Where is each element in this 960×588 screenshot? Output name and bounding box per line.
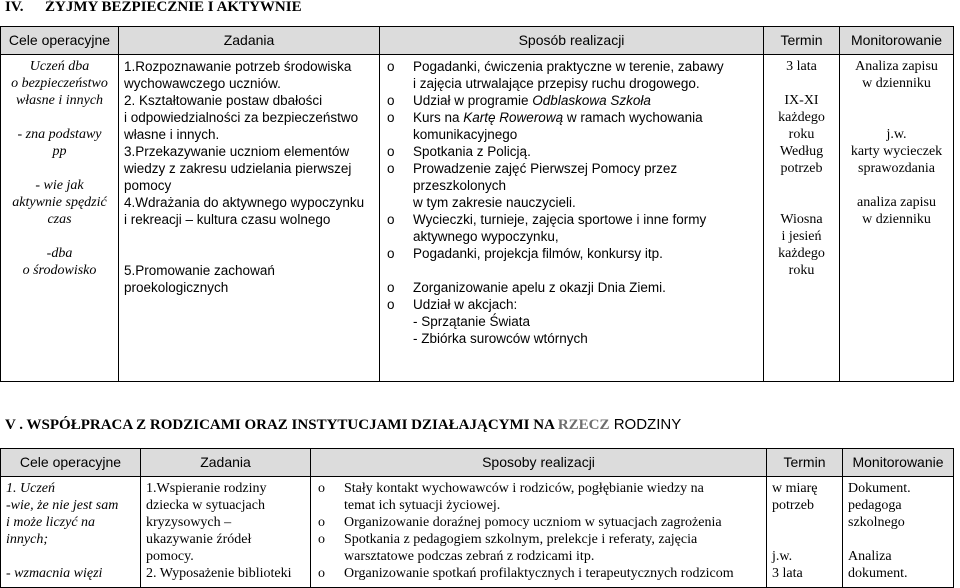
bullet-icon: o bbox=[387, 110, 395, 125]
bullet-icon: o bbox=[318, 566, 325, 581]
goal-line: Uczeń dba bbox=[29, 59, 90, 74]
bullet-icon: o bbox=[387, 93, 395, 108]
task-line: 5.Promowanie zachowań bbox=[124, 263, 275, 278]
header-monitoring: Monitorowanie bbox=[843, 449, 954, 477]
task-line: ukazywanie źródeł bbox=[146, 532, 252, 547]
bullet-icon: o bbox=[387, 144, 395, 159]
bullet-icon: o bbox=[387, 280, 395, 295]
header-term: Termin bbox=[764, 27, 840, 55]
bullet-icon: o bbox=[318, 532, 325, 547]
bullet-icon: o bbox=[318, 481, 325, 496]
list-item: o Wycieczki, turnieje, zajęcia sportowe i inne formy bbox=[387, 212, 707, 227]
goal-line: -dba bbox=[46, 246, 73, 261]
tasks-cell bbox=[141, 477, 311, 588]
task-line: 3.Przekazywanie uczniom elementów bbox=[124, 144, 350, 159]
term-line: Wiosna bbox=[780, 212, 823, 227]
methods-cell: o Stały kontakt wychowawców i rodziców, pogłębianie wiedzy na temat ich sytuacji życiowej. o Organizowanie doraźnej pomocy uczniom w sytuacjach zagrożenia o Spotkania z pedagogiem szkolnym, prelekcje i referaty, zajęcia warsztatowe podczas zebrań z rodzicami itp. o Organizowanie spotkań profilaktycznych i terapeutycznych rodzicom bbox=[311, 477, 767, 588]
bullet-icon: o bbox=[387, 59, 395, 74]
goal-line: i może liczyć na bbox=[6, 515, 96, 530]
table-header-row bbox=[1, 449, 954, 477]
list-item: o Udział w programie Odblaskowa Szkoła bbox=[387, 93, 651, 108]
table-section-v bbox=[0, 448, 954, 588]
bullet-icon: o bbox=[387, 161, 395, 176]
goal-line: - wzmacnia więzi bbox=[6, 566, 103, 581]
task-line: 2. Wyposażenie biblioteki bbox=[146, 566, 292, 581]
monitoring-line: analiza zapisu bbox=[857, 195, 936, 210]
section-iv-title: ŻYJMY BEZPIECZNIE I AKTYWNIE bbox=[45, 0, 302, 15]
goal-line: - zna podstawy bbox=[17, 127, 102, 142]
term-line: każdego bbox=[778, 110, 825, 125]
table-section-iv bbox=[0, 26, 954, 382]
list-item: o Pogadanki, projekcja filmów, konkursy itp. bbox=[387, 246, 663, 261]
goal-line: aktywnie spędzić bbox=[12, 195, 107, 210]
section-iv-number: IV. bbox=[5, 0, 24, 15]
section-v-title-word: RODZINY bbox=[609, 416, 682, 433]
tasks-cell bbox=[119, 55, 380, 382]
term-cell bbox=[767, 477, 843, 588]
task-line: 1.Wspieranie rodziny bbox=[146, 481, 267, 496]
list-item: o Zorganizowanie apelu z okazji Dnia Ziemi. bbox=[387, 280, 666, 295]
task-line: 4.Wdrażania do aktywnego wypoczynku bbox=[124, 195, 365, 210]
monitoring-line: Analiza bbox=[848, 549, 892, 564]
term-line: Według bbox=[779, 144, 824, 159]
monitoring-line: w dzienniku bbox=[862, 212, 931, 227]
term-line: roku bbox=[788, 127, 815, 142]
goal-line: własne i innych bbox=[15, 93, 104, 108]
list-item: o Pogadanki, ćwiczenia praktyczne w terenie, zabawy bbox=[387, 59, 724, 74]
goal-line: 1. Uczeń bbox=[6, 481, 55, 496]
term-line: 3 lata bbox=[786, 59, 817, 74]
header-goals: Cele operacyjne bbox=[1, 449, 141, 477]
header-methods: Sposób realizacji bbox=[380, 27, 764, 55]
section-iv-heading bbox=[5, 0, 302, 16]
section-v-heading bbox=[5, 416, 681, 434]
table-row bbox=[1, 55, 954, 382]
goals-cell bbox=[1, 477, 141, 588]
task-line: kryzysowych – bbox=[146, 515, 232, 530]
task-line: dziecka w sytuacjach bbox=[146, 498, 265, 513]
goals-cell bbox=[1, 55, 119, 382]
goal-line: -wie, że nie jest sam bbox=[6, 498, 119, 513]
term-line: j.w. bbox=[772, 549, 793, 564]
header-term: Termin bbox=[767, 449, 843, 477]
term-line: potrzeb bbox=[772, 498, 814, 513]
bullet-icon: o bbox=[387, 246, 395, 261]
task-line: wiedzy z zakresu udzielania pierwszej bbox=[124, 161, 352, 176]
monitoring-line: j.w. bbox=[886, 127, 907, 142]
task-line: własne i innych. bbox=[124, 127, 220, 142]
goal-line: o bezpieczeństwo bbox=[11, 76, 108, 91]
list-item: o Udział w akcjach: bbox=[387, 297, 518, 312]
table-header-row bbox=[1, 27, 954, 55]
monitoring-line: dokument. bbox=[848, 566, 908, 581]
term-line: i jesień bbox=[781, 229, 822, 244]
section-v-title-word: RZECZ bbox=[557, 417, 610, 433]
bullet-icon: o bbox=[387, 212, 395, 227]
table-row bbox=[1, 477, 954, 588]
task-line: pomocy. bbox=[146, 549, 194, 564]
goal-line: o środowisko bbox=[22, 263, 97, 278]
term-line: IX-XI bbox=[784, 93, 819, 108]
header-tasks: Zadania bbox=[119, 27, 380, 55]
monitoring-line: pedagoga bbox=[848, 498, 902, 513]
term-line: każdego bbox=[778, 246, 825, 261]
term-cell bbox=[764, 55, 840, 382]
monitoring-line: w dzienniku bbox=[862, 76, 931, 91]
monitoring-line: karty wycieczek bbox=[850, 144, 943, 159]
goal-line: pp bbox=[52, 144, 67, 159]
term-line: roku bbox=[788, 263, 815, 278]
list-item: o Stały kontakt wychowawców i rodziców, pogłębianie wiedzy na bbox=[318, 481, 704, 496]
monitoring-line: Dokument. bbox=[848, 481, 911, 496]
task-line: i odpowiedzialności za bezpieczeństwo bbox=[124, 110, 359, 125]
list-item: o Kurs na Kartę Rowerową w ramach wychowania bbox=[387, 110, 703, 125]
bullet-icon: o bbox=[318, 515, 325, 530]
term-line: potrzeb bbox=[780, 161, 823, 176]
monitoring-line: Analiza zapisu bbox=[855, 59, 938, 74]
term-line: 3 lata bbox=[772, 566, 803, 581]
header-monitoring: Monitorowanie bbox=[840, 27, 954, 55]
section-v-title: V . WSPÓŁPRACA Z RODZICAMI ORAZ INSTYTUCJAMI DZIAŁAJĄCYMI NA bbox=[5, 417, 558, 433]
list-item: o Organizowanie spotkań profilaktycznych i terapeutycznych rodzicom bbox=[318, 566, 734, 581]
monitoring-cell bbox=[840, 55, 954, 382]
monitoring-line: sprawozdania bbox=[858, 161, 935, 176]
term-line: w miarę bbox=[772, 481, 818, 496]
methods-cell: o Pogadanki, ćwiczenia praktyczne w terenie, zabawy i zajęcia utrwalające przepisy ruchu drogowego. o Udział w programie Odblaskowa Szkoła o Kurs na Kartę Rowerową w ramach wychowania komunikacyjnego o Spotkania z Policją. o Prowadzenie zajęć Pierwszej Pomocy przez przeszkolonych w tym zakresie nauczycieli. o Wycieczki, turnieje, zajęcia sportowe i inne formy aktywnego wypoczynku, o Pogadanki, projekcja filmów, konkursy itp. o Zorganizowanie apelu z okazji Dnia Ziemi. o Udział w akcjach: - Sprzątanie Świata - Zbiórka surowców wtórnych bbox=[380, 55, 764, 382]
goal-line: czas bbox=[47, 212, 72, 227]
task-line: i rekreacji – kultura czasu wolnego bbox=[124, 212, 331, 227]
task-line: proekologicznych bbox=[124, 280, 229, 295]
monitoring-line: szkolnego bbox=[848, 515, 905, 530]
header-methods: Sposoby realizacji bbox=[311, 449, 767, 477]
task-line: pomocy bbox=[124, 178, 172, 193]
header-tasks: Zadania bbox=[141, 449, 311, 477]
header-goals: Cele operacyjne bbox=[1, 27, 119, 55]
list-item: o Spotkania z Policją. bbox=[387, 144, 531, 159]
goal-line: innych; bbox=[6, 532, 48, 547]
bullet-icon: o bbox=[387, 297, 395, 312]
list-item: o Prowadzenie zajęć Pierwszej Pomocy przez przeszkolonych bbox=[387, 161, 678, 193]
task-line: 2. Kształtowanie postaw dbałości bbox=[124, 93, 323, 108]
list-item: o Spotkania z pedagogiem szkolnym, prelekcje i referaty, zajęcia bbox=[318, 532, 698, 547]
task-line: 1.Rozpoznawanie potrzeb środowiska bbox=[124, 59, 352, 74]
goal-line: - wie jak bbox=[35, 178, 84, 193]
monitoring-cell bbox=[843, 477, 954, 588]
task-line: wychowawczego uczniów. bbox=[124, 76, 281, 91]
list-item: o Organizowanie doraźnej pomocy uczniom w sytuacjach zagrożenia bbox=[318, 515, 722, 530]
